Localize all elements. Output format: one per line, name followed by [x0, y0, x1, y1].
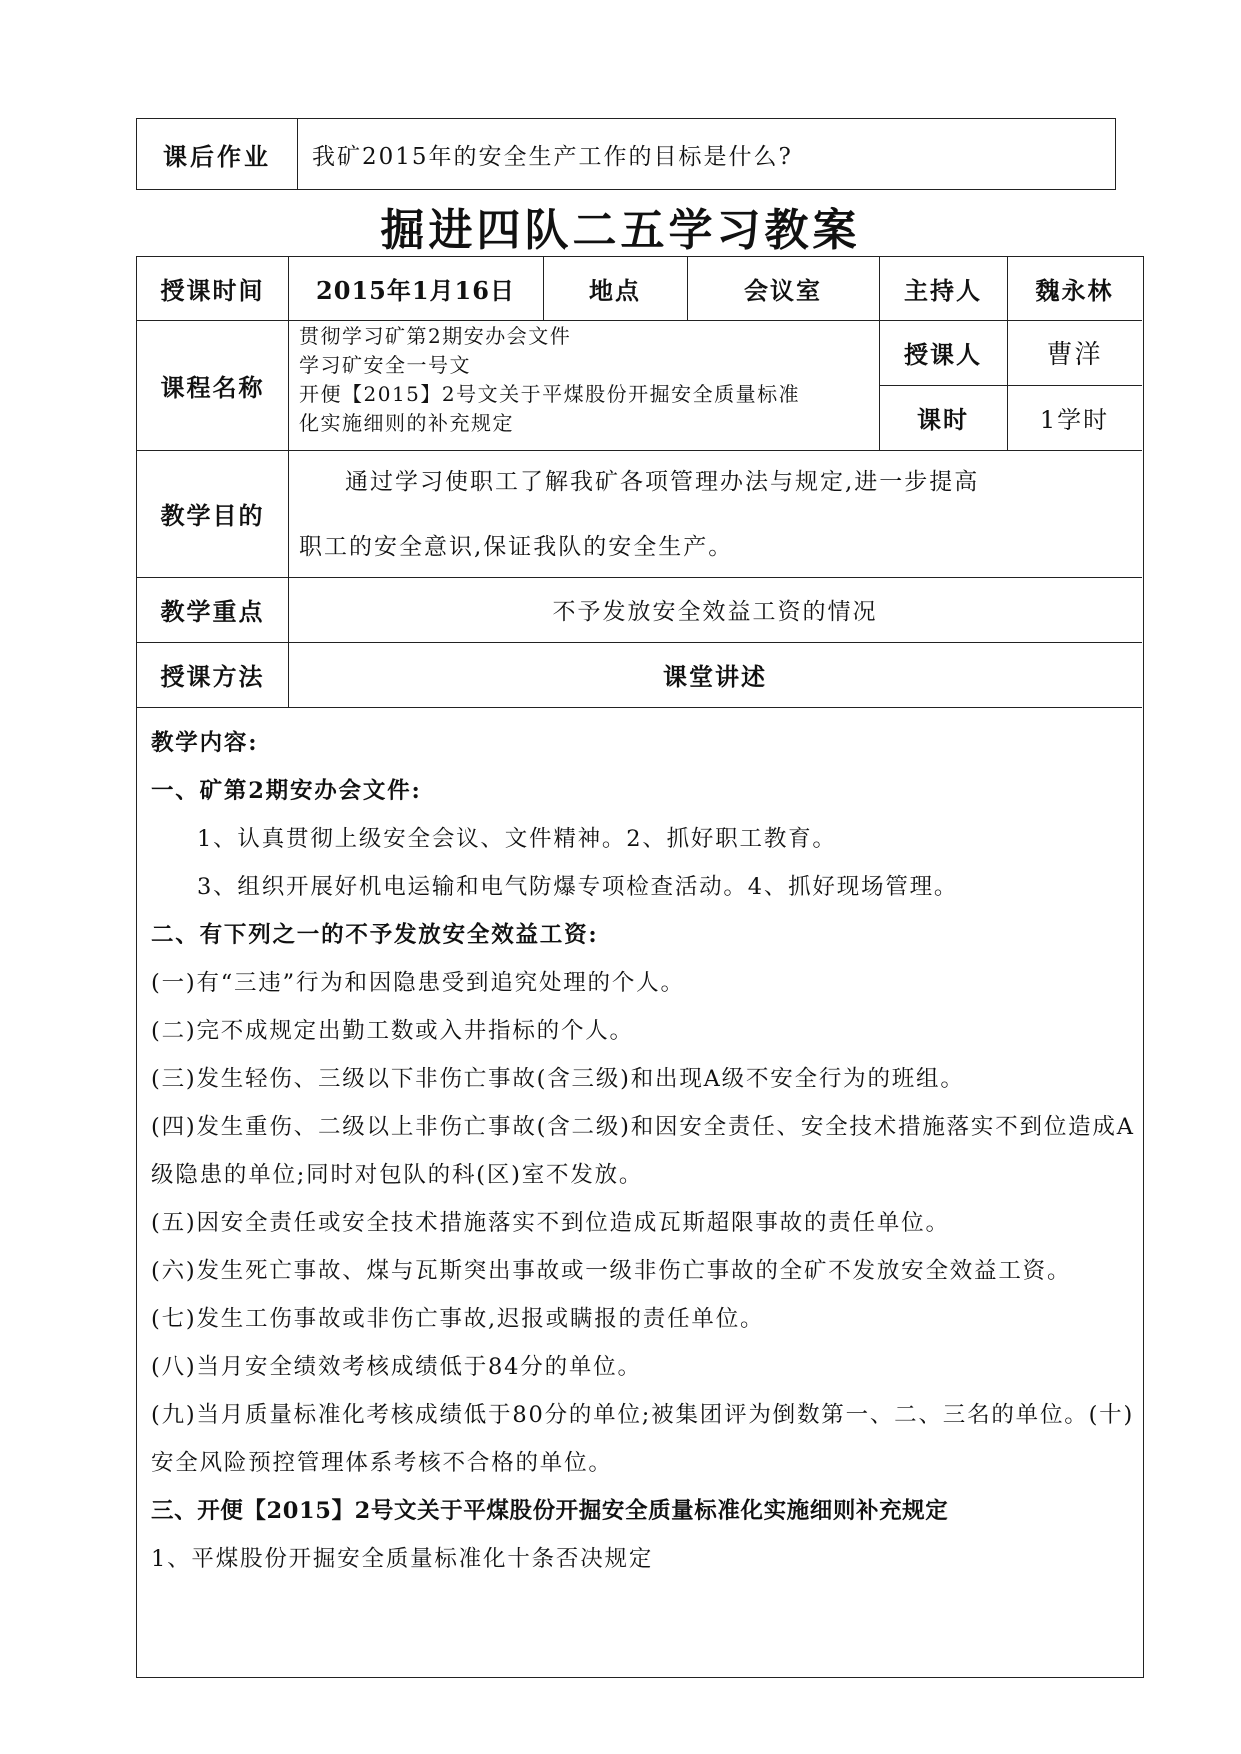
time-value: 2015年1月16日 — [316, 276, 515, 305]
content-line: 3、组织开展好机电运输和电气防爆专项检查活动。4、抓好现场管理。 — [197, 874, 959, 900]
focus-label: 教学重点 — [160, 597, 265, 626]
lecturer-label: 授课人 — [904, 340, 982, 369]
list-item: (四)发生重伤、二级以上非伤亡事故(含二级)和因安全责任、安全技术措施落实不到位造成A级隐患的单位;同时对包队的科(区)室不发放。 — [151, 1114, 1135, 1188]
place-label: 地点 — [589, 276, 641, 305]
hours-value: 1学时 — [1039, 406, 1110, 434]
host-value: 魏永林 — [1035, 276, 1114, 305]
list-item: (六)发生死亡事故、煤与瓦斯突出事故或一级非伤亡事故的全矿不发放安全效益工资。 — [151, 1258, 1072, 1284]
purpose-label: 教学目的 — [160, 501, 265, 530]
list-item: (八)当月安全绩效考核成绩低于84分的单位。 — [151, 1354, 642, 1380]
course-line: 化实施细则的补充规定 — [299, 411, 514, 435]
focus-value: 不予发放安全效益工资的情况 — [552, 599, 878, 625]
lesson-plan-table — [136, 256, 1144, 1678]
list-item: (二)完不成规定出勤工数或入井指标的个人。 — [151, 1018, 634, 1044]
method-label: 授课方法 — [160, 662, 265, 691]
place-value: 会议室 — [744, 276, 822, 305]
homework-question: 我矿2015年的安全生产工作的目标是什么? — [312, 143, 793, 170]
hours-label: 课时 — [917, 405, 969, 434]
homework-table — [136, 118, 1116, 190]
list-item: (九)当月质量标准化考核成绩低于80分的单位;被集团评为倒数第一、二、三名的单位。(十)安全风险预控管理体系考核不合格的单位。 — [151, 1402, 1135, 1476]
lecturer-value: 曹洋 — [1046, 340, 1103, 370]
section-title: 三、开便【2015】2号文关于平煤股份开掘安全质量标准化实施细则补充规定 — [151, 1498, 949, 1524]
list-item: (五)因安全责任或安全技术措施落实不到位造成瓦斯超限事故的责任单位。 — [151, 1210, 950, 1236]
teaching-content — [151, 719, 1136, 1583]
section-title: 二、有下列之一的不予发放安全效益工资: — [151, 922, 599, 948]
course-line: 贯彻学习矿第2期安办会文件 — [299, 324, 572, 348]
content-line: 1、平煤股份开掘安全质量标准化十条否决规定 — [151, 1546, 654, 1572]
content-heading: 教学内容: — [151, 730, 259, 756]
homework-label: 课后作业 — [137, 119, 298, 189]
page-title: 掘进四队二五学习教案 — [380, 205, 861, 256]
section-title: 一、矿第2期安办会文件: — [151, 778, 422, 804]
course-line: 开便【2015】2号文关于平煤股份开掘安全质量标准 — [299, 382, 801, 406]
course-name-list — [299, 322, 879, 438]
time-label: 授课时间 — [160, 276, 265, 305]
method-value: 课堂讲述 — [663, 662, 767, 691]
list-item: (七)发生工伤事故或非伤亡事故,迟报或瞒报的责任单位。 — [151, 1306, 765, 1332]
purpose-text — [299, 450, 1139, 580]
content-line: 1、认真贯彻上级安全会议、文件精神。2、抓好职工教育。 — [197, 826, 837, 852]
purpose-line: 通过学习使职工了解我矿各项管理办法与规定,进一步提高 — [345, 469, 980, 495]
list-item: (三)发生轻伤、三级以下非伤亡事故(含三级)和出现A级不安全行为的班组。 — [151, 1066, 965, 1092]
course-label: 课程名称 — [160, 372, 265, 402]
list-item: (一)有“三违”行为和因隐患受到追究处理的个人。 — [151, 970, 685, 996]
purpose-line: 职工的安全意识,保证我队的安全生产。 — [299, 534, 734, 560]
course-line: 学习矿安全一号文 — [299, 353, 471, 377]
row-divider — [137, 707, 1142, 708]
host-label: 主持人 — [904, 276, 982, 305]
